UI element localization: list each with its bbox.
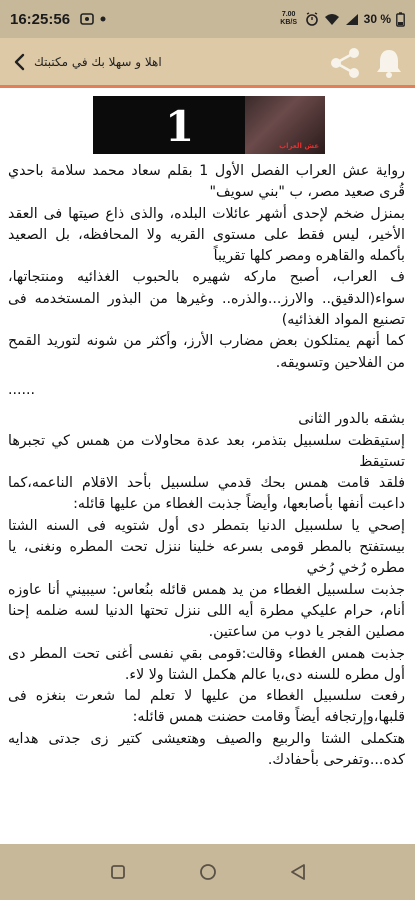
home-icon: [199, 863, 217, 881]
app-title: اهلا و سهلا بك في مكتبتك: [34, 54, 162, 69]
notification-app-icon: [80, 12, 94, 26]
signal-icon: [345, 13, 359, 26]
app-bar: [0, 38, 415, 88]
paragraph: إستيقظت سلسبيل بتذمر، بعد عدة محاولات من همس كي تجبرها تستيقظ: [8, 432, 405, 470]
paragraph: إصحي يا سلسبيل الدنيا بتمطر دى أول شتويه فى السنه الشتا بيستفتح بالمطر قومى بسرعه خلينا ننزل تحت المطره ونغنى، يا مطره رُخي رُخي: [8, 517, 405, 577]
paragraph: رواية عش العراب الفصل الأول 1 بقلم سعاد محمد سلامة باحدي قُرى صعيد مصر، ب "بني سويف": [8, 163, 405, 201]
back-button[interactable]: [288, 862, 308, 882]
paragraph: جذبت همس الغطاء وقالت:قومى بقي نفسى أغنى تحت المطر دى أول مطره للسنه دى،يا عالم هكمل الشتا ولا لاء.: [8, 645, 405, 683]
chapter-banner-image: [93, 96, 325, 154]
chapter-content[interactable]: [0, 91, 415, 844]
cover-photo: [245, 96, 325, 154]
recents-button[interactable]: [108, 862, 128, 882]
share-icon[interactable]: [329, 47, 361, 79]
home-button[interactable]: [198, 862, 218, 882]
status-bar: [0, 0, 415, 38]
status-time: 16:25:56: [10, 10, 71, 28]
paragraph: جذبت سلسبيل الغطاء من يد همس قائله بنُعاس: سيبيني أنا عاوزه أنام، حرام عليكي مطرة أيه اللى ننزل تحتها الدنيا لسه ضلمه إحنا مصلين الفجر يا دوب من ساعتين.: [8, 581, 405, 641]
alarm-icon: [305, 12, 319, 26]
system-nav-bar: [0, 844, 415, 900]
chapter-number: 1: [165, 102, 195, 151]
status-notification-icons: [80, 12, 106, 26]
bell-icon[interactable]: [375, 48, 403, 78]
paragraph: فلقد قامت همس بحك قدمي سلسبيل بأحد الاقلام الناعمه،كما داعبت أنفها بأصابعها، وأيضاً جذبت الغطاء من عليها قائله:: [8, 475, 405, 513]
battery-level: 30 %: [363, 12, 391, 26]
separator: ......: [8, 381, 36, 398]
recents-icon: [110, 864, 126, 880]
paragraph: رفعت سلسبيل الغطاء من عليها لا تعلم لما شعرت بنغزه فى قلبها،وإرتجافه أيضاً وقامت حضنت همس قائله:: [8, 688, 405, 726]
wifi-icon: [324, 13, 340, 26]
back-triangle-icon: [290, 863, 306, 881]
notification-dot-icon: [100, 16, 106, 22]
status-right-icons: [278, 0, 405, 38]
chapter-text: [8, 161, 405, 771]
paragraph: ف العراب، أصبح ماركه شهيره بالحبوب الغذائيه ومنتجاتها، سواء(الدقيق.. والارز...والذره.. وغيرها من البذور المستخدمه فى تصنيع المواد الغذائيه): [8, 269, 405, 329]
cover-logo: عش العراب: [279, 142, 319, 150]
paragraph: هتكملى الشتا والربيع والصيف وهتعيشى كتير زى جدتى هدايه كده...وتفرحى بأحفادك.: [8, 730, 405, 769]
data-speed: 7.00 KB/S: [280, 11, 297, 26]
battery-icon: [396, 12, 405, 27]
paragraph: بمنزل ضخم لإحدى أشهر عائلات البلده، والذى ذاع صيتها فى العقد الأخير، ليس فقط على مستوى القريه ولا المحافظه، بل الصعيد بأكمله والقاهره ومصر كلها تقريباً: [8, 205, 405, 265]
paragraph: كما أنهم يمتلكون بعض مضارب الأرز، وأكثر من شونه لتوريد القمح من الفلاحين وتسويقه.: [8, 333, 405, 371]
paragraph: بشقه بالدور الثانى: [298, 411, 405, 428]
chevron-left-icon[interactable]: [8, 51, 30, 73]
